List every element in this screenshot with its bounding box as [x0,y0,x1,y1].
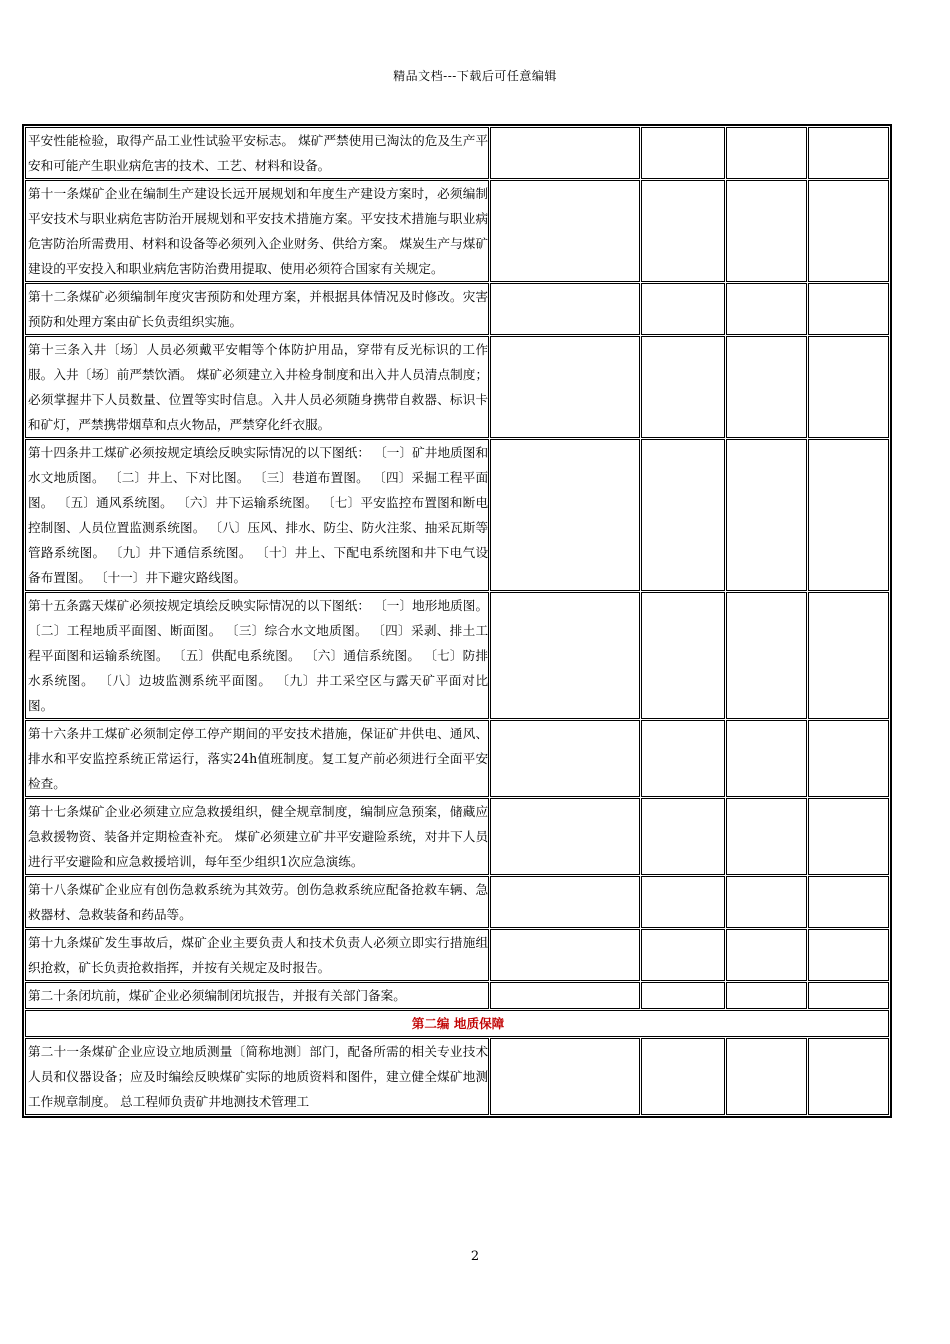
empty-cell [726,180,807,282]
empty-cell [490,876,640,928]
clause-text: 第十二条煤矿必须编制年度灾害预防和处理方案，并根据具体情况及时修改。灾害预防和处理方案由矿长负责组织实施。 [25,283,489,335]
empty-cell [808,180,889,282]
empty-cell [726,876,807,928]
empty-cell [490,592,640,719]
table-row [25,283,889,335]
clause-text: 第十八条煤矿企业应有创伤急救系统为其效劳。创伤急救系统应配备抢救车辆、急救器材、急救装备和药品等。 [25,876,489,928]
empty-cell [490,336,640,438]
empty-cell [490,127,640,179]
clause-text: 第十七条煤矿企业必须建立应急救援组织，健全规章制度，编制应急预案，储藏应急救援物资、装备并定期检查补充。 煤矿必须建立矿井平安避险系统，对井下人员进行平安避险和应急救援培训，每年至少组织1次应急演练。 [25,798,489,875]
table-row [25,876,889,928]
empty-cell [641,283,724,335]
empty-cell [490,798,640,875]
page-header: 精品文档---下载后可任意编辑 [393,69,557,83]
empty-cell [808,283,889,335]
table-row [25,127,889,179]
empty-cell [726,982,807,1009]
empty-cell [641,876,724,928]
table-row [25,439,889,591]
empty-cell [726,798,807,875]
empty-cell [808,982,889,1009]
empty-cell [641,1038,724,1115]
clause-text: 第十三条入井〔场〕人员必须戴平安帽等个体防护用品，穿带有反光标识的工作服。入井〔场〕前严禁饮酒。 煤矿必须建立入井检身制度和出入井人员清点制度；必须掌握井下人员数量、位置等实时信息。入井人员必须随身携带自救器、标识卡和矿灯，严禁携带烟草和点火物品，严禁穿化纤衣服。 [25,336,489,438]
empty-cell [641,180,724,282]
clause-text: 平安性能检验，取得产品工业性试验平安标志。 煤矿严禁使用已淘汰的危及生产平安和可能产生职业病危害的技术、工艺、材料和设备。 [25,127,489,179]
empty-cell [641,439,724,591]
empty-cell [808,336,889,438]
table-row [25,1038,889,1115]
clause-text: 第二十条闭坑前，煤矿企业必须编制闭坑报告，并报有关部门备案。 [25,982,489,1009]
empty-cell [641,592,724,719]
empty-cell [808,592,889,719]
empty-cell [641,127,724,179]
table-row [25,180,889,282]
regulation-checklist-table [22,124,892,1118]
empty-cell [808,798,889,875]
section-heading-row [25,1010,889,1037]
table-row [25,336,889,438]
empty-cell [726,127,807,179]
clause-text: 第十九条煤矿发生事故后，煤矿企业主要负责人和技术负责人必须立即实行措施组织抢救，矿长负责抢救指挥，并按有关规定及时报告。 [25,929,489,981]
empty-cell [808,127,889,179]
clause-text: 第二十一条煤矿企业应设立地质测量〔简称地测〕部门，配备所需的相关专业技术人员和仪器设备；应及时编绘反映煤矿实际的地质资料和图件，建立健全煤矿地测工作规章制度。 总工程师负责矿井地测技术管理工 [25,1038,489,1115]
empty-cell [808,720,889,797]
empty-cell [726,929,807,981]
table-row [25,720,889,797]
empty-cell [490,283,640,335]
empty-cell [490,720,640,797]
table-row [25,592,889,719]
table-row [25,798,889,875]
empty-cell [490,1038,640,1115]
clause-text: 第十一条煤矿企业在编制生产建设长远开展规划和年度生产建设方案时，必须编制平安技术与职业病危害防治开展规划和平安技术措施方案。平安技术措施与职业病危害防治所需费用、材料和设备等必须列入企业财务、供给方案。 煤炭生产与煤矿建设的平安投入和职业病危害防治费用提取、使用必须符合国家有关规定。 [25,180,489,282]
table-row [25,929,889,981]
table-row [25,982,889,1009]
empty-cell [726,283,807,335]
clause-text: 第十六条井工煤矿必须制定停工停产期间的平安技术措施，保证矿井供电、通风、排水和平安监控系统正常运行，落实24h值班制度。复工复产前必须进行全面平安检查。 [25,720,489,797]
empty-cell [490,180,640,282]
empty-cell [726,1038,807,1115]
empty-cell [490,929,640,981]
section-heading: 第二编 地质保障 [25,1010,889,1037]
clause-text: 第十四条井工煤矿必须按规定填绘反映实际情况的以下图纸： 〔一〕矿井地质图和水文地质图。 〔二〕井上、下对比图。 〔三〕巷道布置图。 〔四〕采掘工程平面图。 〔五〕通风系统图。 〔六〕井下运输系统图。 〔七〕平安监控布置图和断电控制图、人员位置监测系统图。 〔八〕压风、排水、防尘、防火注浆、抽采瓦斯等管路系统图。 〔九〕井下通信系统图。 〔十〕井上、下配电系统图和井下电气设备布置图。 〔十一〕井下避灾路线图。 [25,439,489,591]
empty-cell [726,336,807,438]
empty-cell [490,982,640,1009]
page-number: 2 [470,1249,480,1264]
empty-cell [726,439,807,591]
empty-cell [726,720,807,797]
empty-cell [641,336,724,438]
empty-cell [808,876,889,928]
empty-cell [641,929,724,981]
empty-cell [641,982,724,1009]
empty-cell [726,592,807,719]
clause-text: 第十五条露天煤矿必须按规定填绘反映实际情况的以下图纸： 〔一〕地形地质图。 〔二〕工程地质平面图、断面图。 〔三〕综合水文地质图。 〔四〕采剥、排土工程平面图和运输系统图。 〔五〕供配电系统图。 〔六〕通信系统图。 〔七〕防排水系统图。 〔八〕边坡监测系统平面图。 〔九〕井工采空区与露天矿平面对比图。 [25,592,489,719]
empty-cell [808,1038,889,1115]
empty-cell [641,720,724,797]
empty-cell [641,798,724,875]
empty-cell [808,929,889,981]
empty-cell [808,439,889,591]
empty-cell [490,439,640,591]
